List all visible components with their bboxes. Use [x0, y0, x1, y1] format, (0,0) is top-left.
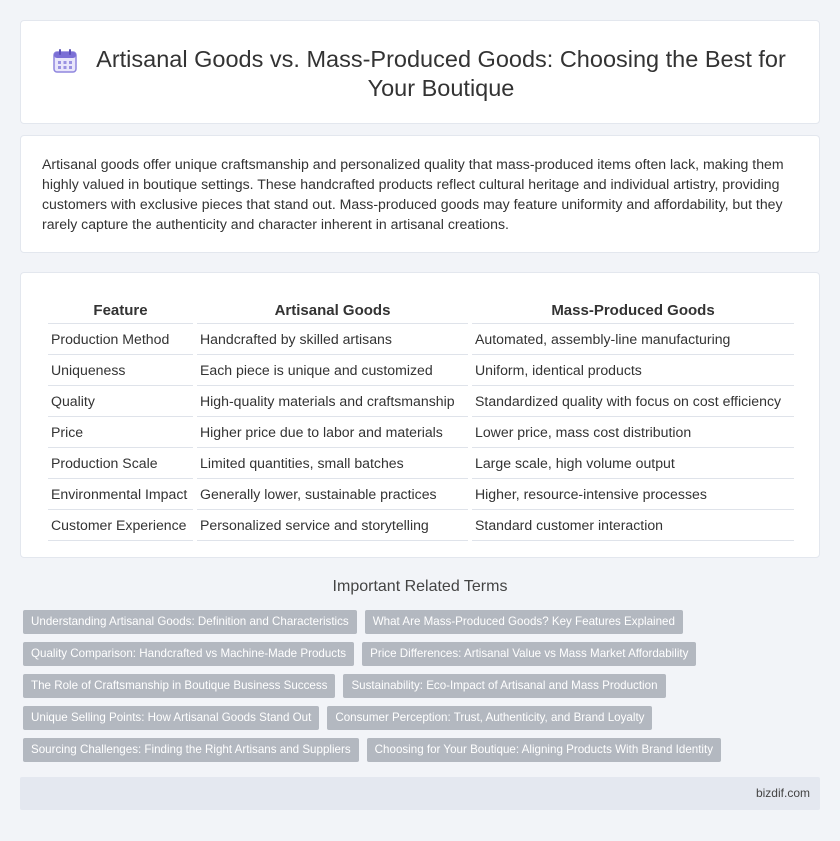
column-header: Artisanal Goods — [197, 293, 468, 324]
comparison-table-card — [20, 272, 820, 558]
table-cell: Uniqueness — [48, 355, 193, 386]
related-terms-list — [23, 610, 823, 770]
table-cell: Standard customer interaction — [472, 510, 794, 541]
related-term-tag[interactable]: The Role of Craftsmanship in Boutique Business Success — [23, 674, 335, 698]
table-row — [48, 448, 794, 479]
table-cell: High-quality materials and craftsmanship — [197, 386, 468, 417]
table-cell: Production Method — [48, 324, 193, 355]
calendar-icon — [51, 47, 79, 75]
intro-card — [20, 135, 820, 253]
table-header-row — [48, 293, 794, 324]
table-row — [48, 324, 794, 355]
column-header: Feature — [48, 293, 193, 324]
table-cell: Environmental Impact — [48, 479, 193, 510]
header-card — [20, 20, 820, 124]
table-cell: Limited quantities, small batches — [197, 448, 468, 479]
table-cell: Uniform, identical products — [472, 355, 794, 386]
related-term-tag[interactable]: Choosing for Your Boutique: Aligning Products With Brand Identity — [367, 738, 721, 762]
footer-site-link[interactable]: bizdif.com — [755, 786, 810, 800]
table-cell: Higher price due to labor and materials — [197, 417, 468, 448]
table-row — [48, 386, 794, 417]
related-term-tag[interactable]: Consumer Perception: Trust, Authenticity, and Brand Loyalty — [327, 706, 652, 730]
table-cell: Personalized service and storytelling — [197, 510, 468, 541]
table-cell: Large scale, high volume output — [472, 448, 794, 479]
related-term-tag[interactable]: What Are Mass-Produced Goods? Key Features Explained — [365, 610, 683, 634]
table-cell: Automated, assembly-line manufacturing — [472, 324, 794, 355]
table-row — [48, 479, 794, 510]
table-cell: Standardized quality with focus on cost efficiency — [472, 386, 794, 417]
related-term-tag[interactable]: Quality Comparison: Handcrafted vs Machine-Made Products — [23, 642, 354, 666]
table-row — [48, 355, 794, 386]
intro-paragraph: Artisanal goods offer unique craftsmanship and personalized quality that mass-produced items often lack, making them highly valued in boutique settings. These handcrafted products reflect cultural heritage and individual artistry, providing customers with exclusive pieces that stand out. Mass-produced goods may feature uniformity and affordability, but they rarely capture the authenticity and character inherent in artisanal creations. — [42, 156, 784, 232]
related-term-tag[interactable]: Sustainability: Eco-Impact of Artisanal and Mass Production — [343, 674, 665, 698]
table-cell: Price — [48, 417, 193, 448]
related-terms-heading: Important Related Terms — [332, 578, 508, 595]
related-term-tag[interactable]: Unique Selling Points: How Artisanal Goods Stand Out — [23, 706, 319, 730]
page-title: Artisanal Goods vs. Mass-Produced Goods: Choosing the Best for Your Boutique — [96, 46, 786, 101]
table-cell: Quality — [48, 386, 193, 417]
related-term-tag[interactable]: Understanding Artisanal Goods: Definition and Characteristics — [23, 610, 357, 634]
table-cell: Each piece is unique and customized — [197, 355, 468, 386]
table-cell: Lower price, mass cost distribution — [472, 417, 794, 448]
table-row — [48, 417, 794, 448]
footer — [20, 777, 820, 810]
table-cell: Handcrafted by skilled artisans — [197, 324, 468, 355]
table-cell: Generally lower, sustainable practices — [197, 479, 468, 510]
table-cell: Customer Experience — [48, 510, 193, 541]
table-cell: Higher, resource-intensive processes — [472, 479, 794, 510]
table-row — [48, 510, 794, 541]
related-term-tag[interactable]: Price Differences: Artisanal Value vs Mass Market Affordability — [362, 642, 696, 666]
comparison-table — [44, 293, 798, 541]
column-header: Mass-Produced Goods — [472, 293, 794, 324]
table-cell: Production Scale — [48, 448, 193, 479]
related-term-tag[interactable]: Sourcing Challenges: Finding the Right Artisans and Suppliers — [23, 738, 359, 762]
